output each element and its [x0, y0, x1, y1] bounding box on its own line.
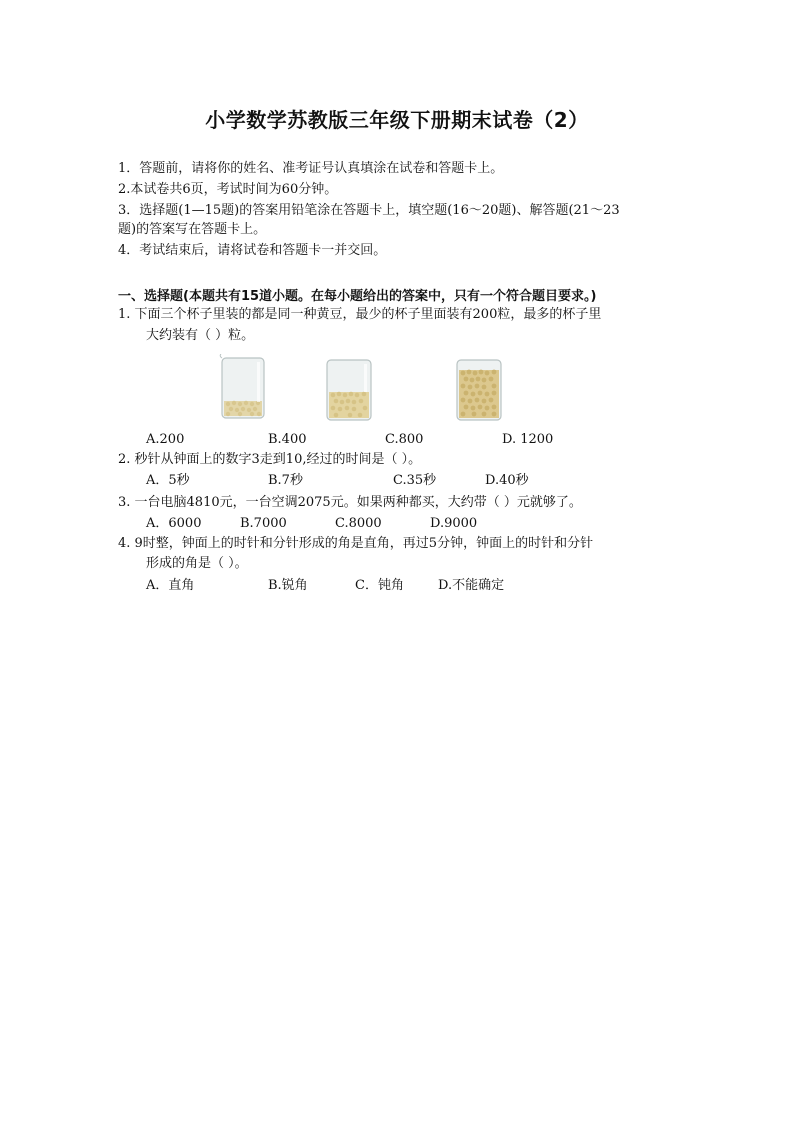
beaker-medium-beans	[329, 392, 369, 418]
beaker-small-icon	[219, 354, 269, 420]
instruction-4: 4．考试结束后，请将试卷和答题卡一并交回。	[118, 243, 387, 258]
question-1-text-cont: 大约装有（ ）粒。	[146, 328, 255, 343]
beaker-medium-icon	[324, 356, 376, 422]
instruction-1: 1．答题前，请将你的姓名、准考证号认真填涂在试卷和答题卡上。	[118, 161, 504, 176]
question-4-option-b: B.锐角	[268, 578, 308, 593]
question-2-option-a: A．5秒	[146, 473, 190, 488]
question-4-option-d: D.不能确定	[438, 578, 505, 593]
question-2-option-c: C.35秒	[393, 473, 437, 488]
beaker-small-beans	[224, 401, 262, 416]
question-3-option-b: B.7000	[240, 516, 287, 531]
question-3-option-c: C.8000	[335, 516, 382, 531]
question-4-option-c: C．钝角	[355, 578, 404, 593]
question-3-text: 3. 一台电脑4810元，一台空调2075元。如果两种都买，大约带（ ）元就够了。	[118, 495, 582, 510]
question-3-option-a: A．6000	[146, 516, 202, 531]
question-2-text: 2. 秒针从钟面上的数字3走到10,经过的时间是（ ）。	[118, 452, 422, 467]
question-1-option-c: C.800	[385, 432, 424, 447]
question-1-option-d: D. 1200	[502, 432, 554, 447]
beaker-large-beans	[459, 370, 499, 418]
beaker-large-icon	[454, 356, 506, 422]
question-1-option-b: B.400	[268, 432, 307, 447]
question-4-option-a: A．直角	[146, 578, 195, 593]
question-4-text: 4. 9时整，钟面上的时针和分针形成的角是直角，再过5分钟，钟面上的时针和分针	[118, 536, 594, 551]
instruction-3: 3．选择题(1—15题)的答案用铅笔涂在答题卡上，填空题(16～20题)、解答题(21～23	[118, 203, 620, 218]
question-3-option-d: D.9000	[430, 516, 478, 531]
page-title: 小学数学苏教版三年级下册期末试卷（2）	[205, 108, 589, 132]
question-1-text: 1. 下面三个杯子里装的都是同一种黄豆，最少的杯子里面装有200粒，最多的杯子里	[118, 307, 602, 322]
section-heading: 一、选择题(本题共有15道小题。在每小题给出的答案中，只有一个符合题目要求。)	[118, 289, 597, 304]
question-2-option-b: B.7秒	[268, 473, 303, 488]
question-1-option-a: A.200	[146, 432, 185, 447]
question-4-text-cont: 形成的角是（ ）。	[146, 556, 248, 571]
instruction-3-cont: 题)的答案写在答题卡上。	[118, 222, 267, 237]
instruction-2: 2.本试卷共6页，考试时间为60分钟。	[118, 182, 338, 197]
question-2-option-d: D.40秒	[485, 473, 529, 488]
